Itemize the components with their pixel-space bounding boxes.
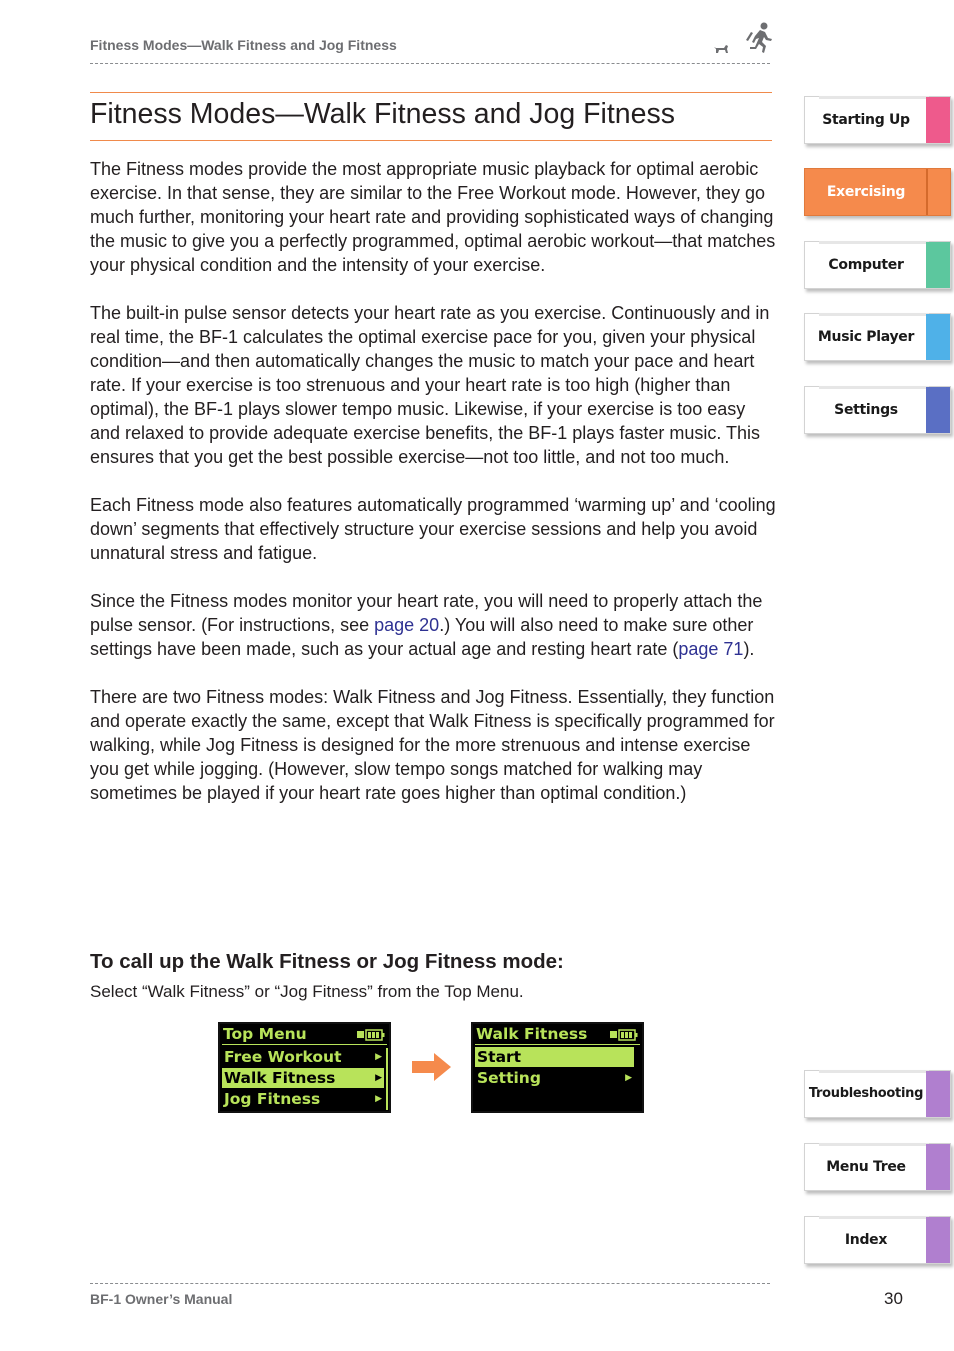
tab-label: Computer	[828, 257, 904, 273]
lcd-item-label: Start	[477, 1048, 522, 1066]
lcd-screen-title: Walk Fitness	[476, 1025, 588, 1043]
page-71-link[interactable]: page 71	[678, 639, 744, 659]
procedure-heading: To call up the Walk Fitness or Jog Fitness mode:	[90, 950, 564, 973]
title-rule-bottom	[90, 140, 772, 141]
chevron-right-icon: ▶	[375, 1094, 382, 1104]
walk-fitness-screen	[471, 1022, 644, 1113]
lcd-separator	[222, 1044, 387, 1045]
paragraph-pulse-sensor: The built-in pulse sensor detects your heart rate as you exercise. Continuously and in real time, the BF-1 calculates the optimal exercise pace for you, given your physical condition—and then automatically changes the music to match your pace and heart rate. If your exercise is too strenuous and your heart rate is too high (higher than optimal), the BF-1 plays slower tempo music. Likewise, if your exercise is too easy and relaxed to provide adequate exercise benefits, the BF-1 plays faster music. This ensures that you get the best possible exercise—not too little, and not too much.	[90, 303, 770, 467]
paragraph-intro: The Fitness modes provide the most appropriate music playback for optimal aerobic exercise. In that sense, they are similar to the Free Workout mode. However, they go much further, monitoring your heart rate and providing sophisticated ways of changing the music to give you a perfectly programmed, optimal aerobic workout—that matches your physical condition and the intensity of your exercise.	[90, 159, 776, 275]
tab-label: Exercising	[826, 184, 906, 200]
tab-color-strip	[926, 1217, 950, 1263]
lcd-item-jog-fitness	[222, 1089, 384, 1109]
battery-icon	[357, 1029, 385, 1041]
lcd-item-walk-fitness	[222, 1068, 384, 1088]
lcd-scrollbar	[386, 1048, 388, 1110]
tab-color-strip	[926, 1144, 950, 1190]
footer-manual-title: BF-1 Owner’s Manual	[90, 1291, 233, 1307]
chevron-right-icon: ▶	[625, 1073, 632, 1083]
page-title: Fitness Modes—Walk Fitness and Jog Fitness	[90, 98, 675, 130]
lcd-screen-title: Top Menu	[223, 1025, 307, 1043]
tab-music-player[interactable]	[804, 313, 951, 361]
tab-label: Index	[844, 1232, 888, 1248]
running-header: Fitness Modes—Walk Fitness and Jog Fitness	[90, 37, 397, 53]
tab-color-strip	[926, 169, 950, 215]
top-menu-screen	[218, 1022, 391, 1113]
tab-index[interactable]	[804, 1216, 951, 1264]
lcd-item-start	[475, 1047, 634, 1067]
paragraph-setup-text-b: .) You will also need to make sure other settings have been made, such as your actual age and resting heart rate (	[90, 615, 754, 659]
tab-color-strip	[926, 1071, 950, 1117]
tab-starting-up[interactable]	[804, 96, 951, 144]
paragraph-setup-text-a: Since the Fitness modes monitor your heart rate, you will need to properly attach the pulse sensor. (For instructions, see	[90, 591, 763, 635]
tab-color-strip	[926, 387, 950, 433]
procedure-instruction: Select “Walk Fitness” or “Jog Fitness” from the Top Menu.	[90, 982, 524, 1001]
header-divider	[90, 63, 770, 64]
tab-label: Menu Tree	[826, 1159, 906, 1175]
tab-troubleshooting[interactable]	[804, 1070, 951, 1118]
chevron-right-icon: ▶	[375, 1052, 382, 1062]
lcd-item-label: Walk Fitness	[224, 1069, 336, 1087]
lcd-separator	[475, 1044, 640, 1045]
tab-menu-tree[interactable]	[804, 1143, 951, 1191]
tab-settings[interactable]	[804, 386, 951, 434]
tab-color-strip	[926, 97, 950, 143]
page-20-link[interactable]: page 20	[374, 615, 440, 635]
chevron-right-icon: ▶	[375, 1073, 382, 1083]
battery-icon	[610, 1029, 638, 1041]
tab-label: Starting Up	[822, 112, 910, 128]
paragraph-two-modes: There are two Fitness modes: Walk Fitness and Jog Fitness. Essentially, they function and operate exactly the same, except that Walk Fitness is specifically programmed for walking, while Jog Fitness is designed for the more strenuous and intense exercise you get while jogging. (However, slow tempo songs matched for walking may sometimes be played if your heart rate goes higher than optimal condition.)	[90, 687, 775, 803]
tab-label: Troubleshooting	[808, 1086, 924, 1101]
tab-exercising[interactable]	[804, 168, 951, 216]
lcd-item-setting	[475, 1068, 634, 1088]
lcd-item-label: Jog Fitness	[224, 1090, 321, 1108]
body-text	[90, 157, 780, 829]
lcd-item-label: Free Workout	[224, 1048, 342, 1066]
lcd-item-free-workout	[222, 1047, 384, 1067]
paragraph-setup-text-c: ).	[743, 639, 755, 659]
tab-color-strip	[926, 242, 950, 288]
tab-computer[interactable]	[804, 241, 951, 289]
right-arrow-icon	[412, 1053, 452, 1081]
tab-label: Settings	[834, 402, 898, 418]
tab-color-strip	[926, 314, 950, 360]
lcd-item-label: Setting	[477, 1069, 541, 1087]
paragraph-warm-up: Each Fitness mode also features automatically programmed ‘warming up’ and ‘cooling down’ segments that effectively structure your exercise sessions and help you avoid unnatural stress and fatigue.	[90, 495, 776, 563]
walking-dog-and-jogger-icon	[712, 20, 774, 58]
page-number: 30	[884, 1289, 903, 1308]
footer-divider	[90, 1283, 770, 1284]
tab-label: Music Player	[817, 329, 915, 345]
title-rule-top	[90, 92, 772, 93]
paragraph-setup	[90, 589, 780, 661]
